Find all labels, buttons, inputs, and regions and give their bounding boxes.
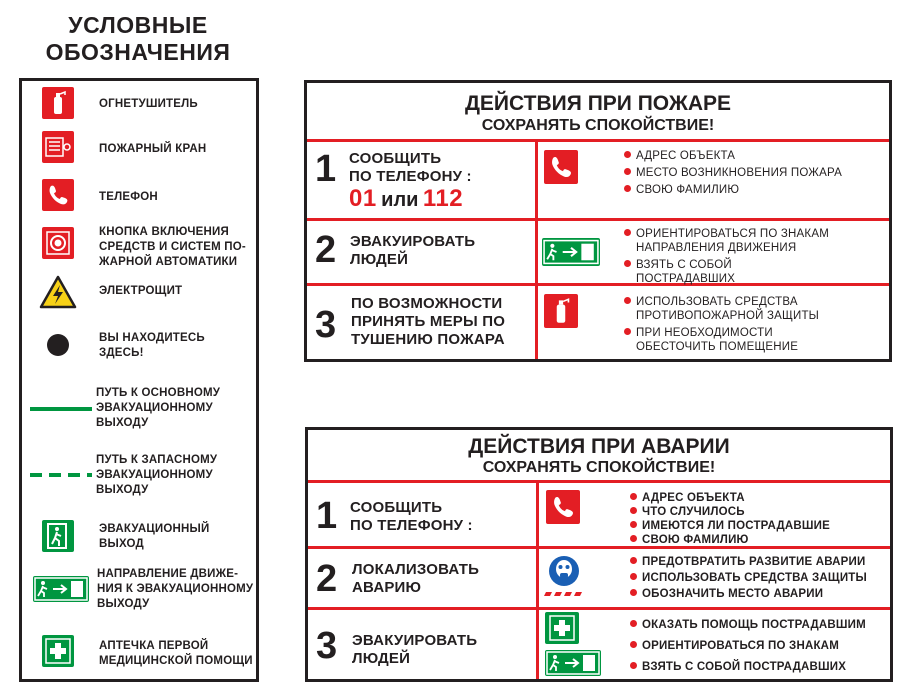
legend-title: УСЛОВНЫЕ ОБОЗНАЧЕНИЯ <box>45 12 231 65</box>
accident-actions-panel <box>305 427 893 682</box>
fire-extinguisher-icon <box>42 87 74 119</box>
exit-direction-arrow-icon <box>545 650 601 676</box>
accident-step-1-number: 1 <box>316 495 338 537</box>
fire-step-1-bullets: АДРЕС ОБЪЕКТА МЕСТО ВОЗНИКНОВЕНИЯ ПОЖАРА СВОЮ ФАМИЛИЮ <box>624 149 842 197</box>
accident-step-2-number: 2 <box>316 558 338 600</box>
accident-step-1-text: СООБЩИТЬ ПО ТЕЛЕФОНУ : <box>350 499 473 534</box>
accident-step-2-bullets: ПРЕДОТВРАТИТЬ РАЗВИТИЕ АВАРИИ ИСПОЛЬЗОВАТЬ СРЕДСТВА ЗАЩИТЫ ОБОЗНАЧИТЬ МЕСТО АВАРИИ <box>630 555 867 601</box>
fire-step-1-text: СООБЩИТЬ ПО ТЕЛЕФОНУ : <box>349 150 472 185</box>
accident-subtitle: СОХРАНЯТЬ СПОКОЙСТВИЕ! <box>482 459 716 476</box>
fire-step-2-number: 2 <box>315 229 337 271</box>
main-exit-path-line-icon <box>30 407 92 411</box>
accident-step-3-number: 3 <box>316 625 338 667</box>
accident-step-1-bullets: АДРЕС ОБЪЕКТА ЧТО СЛУЧИЛОСЬ ИМЕЮТСЯ ЛИ ПОСТРАДАВШИЕ СВОЮ ФАМИЛИЮ <box>630 491 830 547</box>
gas-mask-icon <box>544 554 584 598</box>
accident-title: ДЕЙСТВИЯ ПРИ АВАРИИ <box>468 435 730 458</box>
fire-step-3-bullets: ИСПОЛЬЗОВАТЬ СРЕДСТВА ПРОТИВОПОЖАРНОЙ ЗАЩИТЫ ПРИ НЕОБХОДИМОСТИ ОБЕСТОЧИТЬ ПОМЕЩЕНИЕ <box>624 295 819 354</box>
accident-step-2-text: ЛОКАЛИЗОВАТЬ АВАРИЮ <box>352 561 480 596</box>
spare-exit-path-dashed-icon <box>30 473 92 477</box>
accident-step-3-bullets: ОКАЗАТЬ ПОМОЩЬ ПОСТРАДАВШИМ ОРИЕНТИРОВАТЬСЯ ПО ЗНАКАМ ВЗЯТЬ С СОБОЙ ПОСТРАДАВШИХ <box>630 618 866 674</box>
fire-step-3-text: ПО ВОЗМОЖНОСТИ ПРИНЯТЬ МЕРЫ ПО ТУШЕНИЮ ПОЖАРА <box>351 295 506 348</box>
legend-box: ОГНЕТУШИТЕЛЬ ПОЖАРНЫЙ КРАН ТЕЛЕФОН КНОПКА ВКЛЮЧЕНИЯ СРЕДСТВ И СИСТЕМ ПО- ЖАРНОЙ АВТОМАТИКИ ЭЛЕКТРОЩИТ ВЫ НАХОДИТЕСЬ ЗДЕСЬ! ПУТЬ К ОСНОВНОМУ ЭВАКУАЦИОННОМУ ВЫХОДУ ПУТЬ К ЗАПАСНОМУ ЭВАКУАЦИОННОМУ ВЫХОДУ ЭВАКУАЦИОННЫЙ ВЫХОД НАПРАВЛЕНИЕ ДВИЖЕ- НИЯ К ЭВАКУАЦИОННОМУ ВЫХОДУ АПТЕЧКА ПЕРВОЙ МЕДИЦИНСКОЙ ПОМОЩИ <box>19 78 259 682</box>
exit-direction-arrow-icon <box>542 238 600 266</box>
exit-direction-arrow-icon <box>33 576 89 602</box>
evacuation-exit-icon <box>42 520 74 552</box>
fire-hydrant-icon <box>42 131 74 163</box>
first-aid-icon <box>42 635 74 667</box>
phone-icon <box>546 490 580 524</box>
phone-icon <box>42 179 74 211</box>
you-are-here-dot-icon <box>46 333 70 357</box>
first-aid-icon <box>545 612 579 644</box>
fire-phone-numbers: 01 или 112 <box>349 185 464 212</box>
fire-actions-panel <box>304 80 892 362</box>
phone-icon <box>544 150 578 184</box>
fire-step-2-text: ЭВАКУИРОВАТЬ ЛЮДЕЙ <box>350 233 476 268</box>
electric-hazard-icon <box>39 275 77 309</box>
fire-subtitle: СОХРАНЯТЬ СПОКОЙСТВИЕ! <box>481 117 715 134</box>
fire-extinguisher-icon <box>544 294 578 328</box>
accident-step-3-text: ЭВАКУИРОВАТЬ ЛЮДЕЙ <box>352 632 478 667</box>
fire-title: ДЕЙСТВИЯ ПРИ ПОЖАРЕ <box>464 92 732 115</box>
fire-step-1-number: 1 <box>315 148 337 190</box>
alarm-button-icon <box>42 227 74 259</box>
fire-step-2-bullets: ОРИЕНТИРОВАТЬСЯ ПО ЗНАКАМ НАПРАВЛЕНИЯ ДВИЖЕНИЯ ВЗЯТЬ С СОБОЙ ПОСТРАДАВШИХ <box>624 227 829 286</box>
fire-step-3-number: 3 <box>315 304 337 346</box>
